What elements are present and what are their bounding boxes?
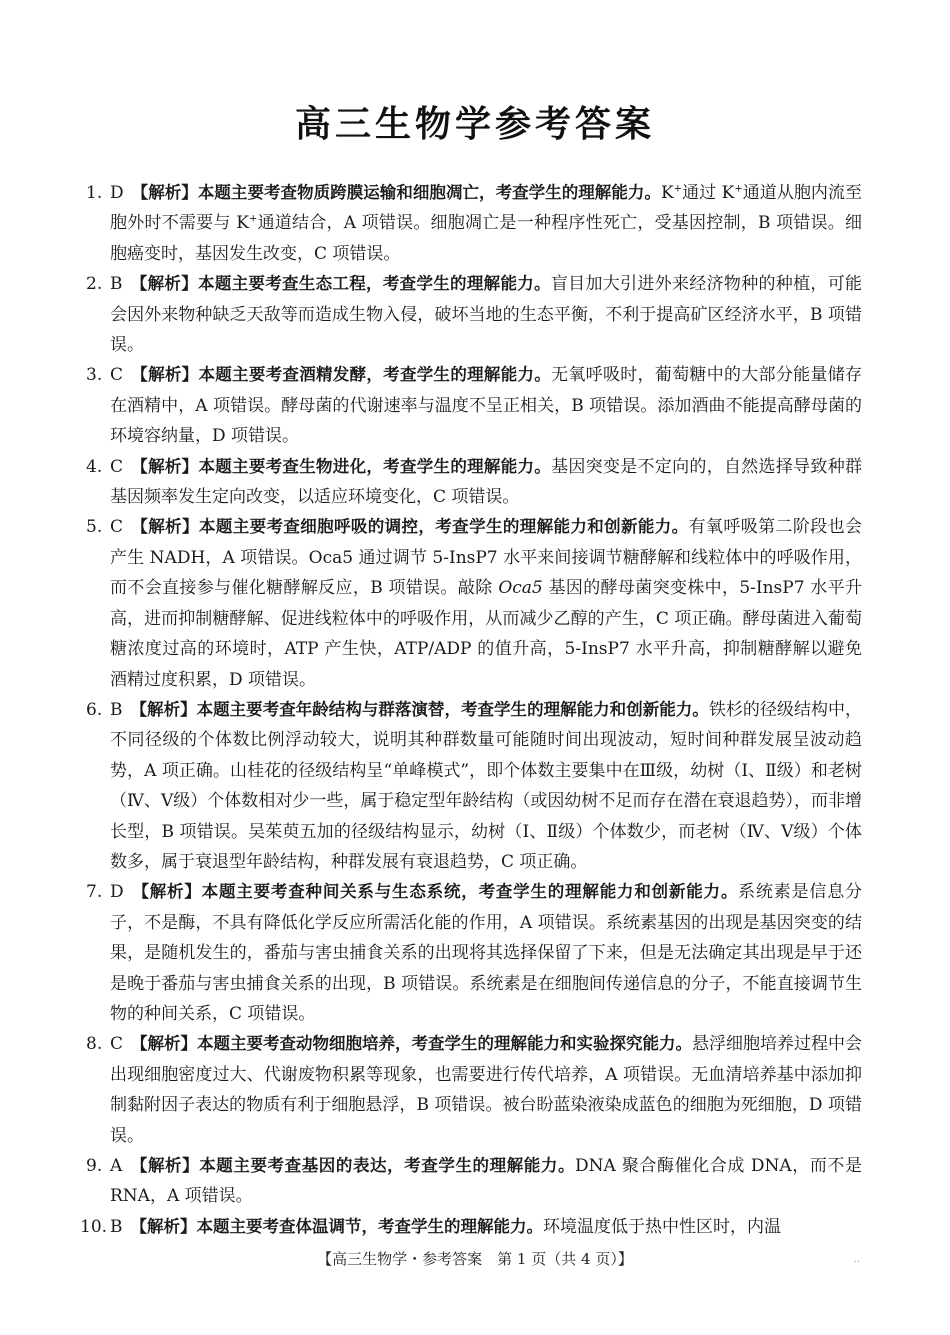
- analysis-text: 通道结合，A 项错误。细胞凋亡是一种程序性死亡，受基因控制，B 项错误。细胞癌变时，基因发生改变，C 项错误。: [110, 213, 862, 264]
- question-number: 8.: [86, 1034, 103, 1055]
- answer-letter: B: [110, 699, 123, 720]
- question-number: 2.: [86, 274, 103, 295]
- analysis-text: 盲目加大引进外来经济物种的种植，可能会因外来物种缺乏天敌等而造成生物入侵，破坏当地的生态平衡，不利于提高矿区经济水平，B 项错误。: [110, 274, 863, 356]
- answer-letter: B: [110, 274, 123, 295]
- analysis-lead: 【解析】本题主要考查体温调节，考查学生的理解能力。: [130, 1216, 543, 1236]
- analysis-text: 悬浮细胞培养过程中会出现细胞密度过大、代谢废物积累等现象，也需要进行传代培养，A 项错误。无血清培养基中添加抑制黏附因子表达的物质有利于细胞悬浮，B 项错误。被台盼蓝染液染成蓝色的细胞为死细胞，D 项错误。: [110, 1034, 863, 1146]
- page-title: 高三生物学参考答案: [294, 104, 655, 145]
- footer-mark: ..: [853, 1254, 860, 1265]
- analysis-text: 环境温度低于热中性区时，内温: [543, 1216, 781, 1237]
- analysis-text: 系统素是信息分子，不是酶，不具有降低化学反应所需活化能的作用，A 项错误。系统素基因的出现是基因突变的结果，是随机发生的，番茄与害虫捕食关系的出现将其选择保留了下来，但是无法确定其出现是早于还是晚于番茄与害虫捕食关系的出现，B 项错误。系统素是在细胞间传递信息的分子，不能直接调节生物的种间关系，C 项错误。: [110, 882, 863, 1024]
- analysis-lead: 【解析】本题主要考查酒精发酵，考查学生的理解能力。: [131, 365, 552, 385]
- list-item-q5: [86, 512, 862, 694]
- question-number: 6.: [86, 699, 103, 720]
- analysis-lead: 【解析】本题主要考查年龄结构与群落演替，考查学生的理解能力和创新能力。: [130, 699, 709, 719]
- answer-letter: D: [110, 882, 124, 903]
- question-number: 7.: [86, 882, 103, 903]
- list-item-q4: [86, 452, 862, 513]
- answer-letter: C: [110, 456, 124, 477]
- question-number: 1.: [86, 183, 103, 203]
- question-number: 4.: [86, 456, 103, 477]
- list-item-q2: [86, 269, 862, 360]
- question-number: 3.: [86, 365, 103, 386]
- analysis-text: 通道从胞内流至胞外时不需要与 K: [110, 183, 862, 234]
- answer-letter: C: [110, 1034, 124, 1055]
- superscript: +: [248, 213, 258, 225]
- analysis-text: 通过 K: [682, 183, 735, 203]
- question-number: 5.: [86, 517, 103, 538]
- list-item-q6: [86, 695, 862, 877]
- analysis-text: 无氧呼吸时，葡萄糖中的大部分能量储存在酒精中，A 项错误。酵母菌的代谢速率与温度不呈正相关，B 项错误。添加酒曲不能提高酵母菌的环境容纳量，D 项错误。: [110, 365, 863, 447]
- analysis-text: 基因突变是不定向的，自然选择导致种群基因频率发生定向改变，以适应环境变化，C 项错误。: [110, 456, 863, 508]
- analysis-text: 铁杉的径级结构中，不同径级的个体数比例浮动较大，说明其种群数量可能随时间出现波动，短时间种群发展呈波动趋势，A 项正确。山桂花的径级结构呈“单峰模式”，即个体数主要集中在Ⅲ级，幼树（Ⅰ、Ⅱ级）和老树（Ⅳ、Ⅴ级）个体数相对少一些，属于稳定型年龄结构（或因幼树不足而存在潜在衰退趋势），而非增长型，B 项错误。吴茱萸五加的径级结构显示，幼树（Ⅰ、Ⅱ级）个体数少，而老树（Ⅳ、Ⅴ级）个体数多，属于衰退型年龄结构，种群发展有衰退趋势，C 项正确。: [110, 699, 863, 872]
- analysis-text: K: [660, 183, 674, 203]
- list-item-q10: [80, 1212, 862, 1242]
- list-item-q1: [86, 178, 862, 269]
- list-item-q3: [86, 360, 862, 451]
- question-number: 9.: [86, 1156, 103, 1176]
- analysis-lead: 【解析】本题主要考查种间关系与生态系统，考查学生的理解能力和创新能力。: [131, 882, 739, 902]
- page-footer: [0, 1248, 950, 1269]
- analysis-lead: 【解析】本题主要考查动物细胞培养，考查学生的理解能力和实验探究能力。: [131, 1034, 693, 1054]
- superscript: +: [673, 183, 683, 195]
- answer-letter: A: [110, 1156, 123, 1176]
- analysis-lead: 【解析】本题主要考查生态工程，考查学生的理解能力。: [130, 274, 551, 294]
- list-item-q7: [86, 877, 862, 1029]
- analysis-lead: 【解析】本题主要考查细胞呼吸的调控，考查学生的理解能力和创新能力。: [131, 517, 689, 537]
- analysis-lead: 【解析】本题主要考查物质跨膜运输和细胞凋亡，考查学生的理解能力。: [131, 183, 661, 202]
- answer-letter: C: [110, 365, 124, 386]
- answer-letter: C: [110, 517, 124, 538]
- analysis-lead: 【解析】本题主要考查基因的表达，考查学生的理解能力。: [130, 1156, 576, 1175]
- superscript: +: [734, 183, 743, 195]
- gene-name: Oca5: [498, 578, 543, 599]
- analysis-text: 有氧呼吸第二阶段也会产生 NADH，A 项错误。Oca5 通过调节 5-InsP7 水平来间接调节糖酵解和线粒体中的呼吸作用，而不会直接参与催化糖酵解反应，B 项错误。敲除: [110, 517, 863, 599]
- answer-letter: B: [110, 1216, 123, 1237]
- list-item-q9: [86, 1151, 862, 1212]
- footer-text: 【高三生物学・参考答案 第 1 页（共 4 页）】: [317, 1250, 633, 1268]
- analysis-lead: 【解析】本题主要考查生物进化，考查学生的理解能力。: [131, 456, 552, 476]
- analysis-text: 基因的酵母菌突变株中，5-InsP7 水平升高，进而抑制糖酵解、促进线粒体中的呼吸作用，从而减少乙醇的产生，C 项正确。酵母菌进入葡萄糖浓度过高的环境时，ATP 产生快，ATP/ADP 的值升高，5-InsP7 水平升高，抑制糖酵解以避免酒精过度积累，D 项错误。: [110, 578, 862, 690]
- answer-list: [80, 178, 863, 1242]
- question-number: 10.: [80, 1216, 108, 1237]
- list-item-q8: [86, 1029, 862, 1151]
- analysis-text: DNA 聚合酶催化合成 DNA，而不是 RNA，A 项错误。: [110, 1156, 863, 1207]
- answer-letter: D: [110, 183, 124, 203]
